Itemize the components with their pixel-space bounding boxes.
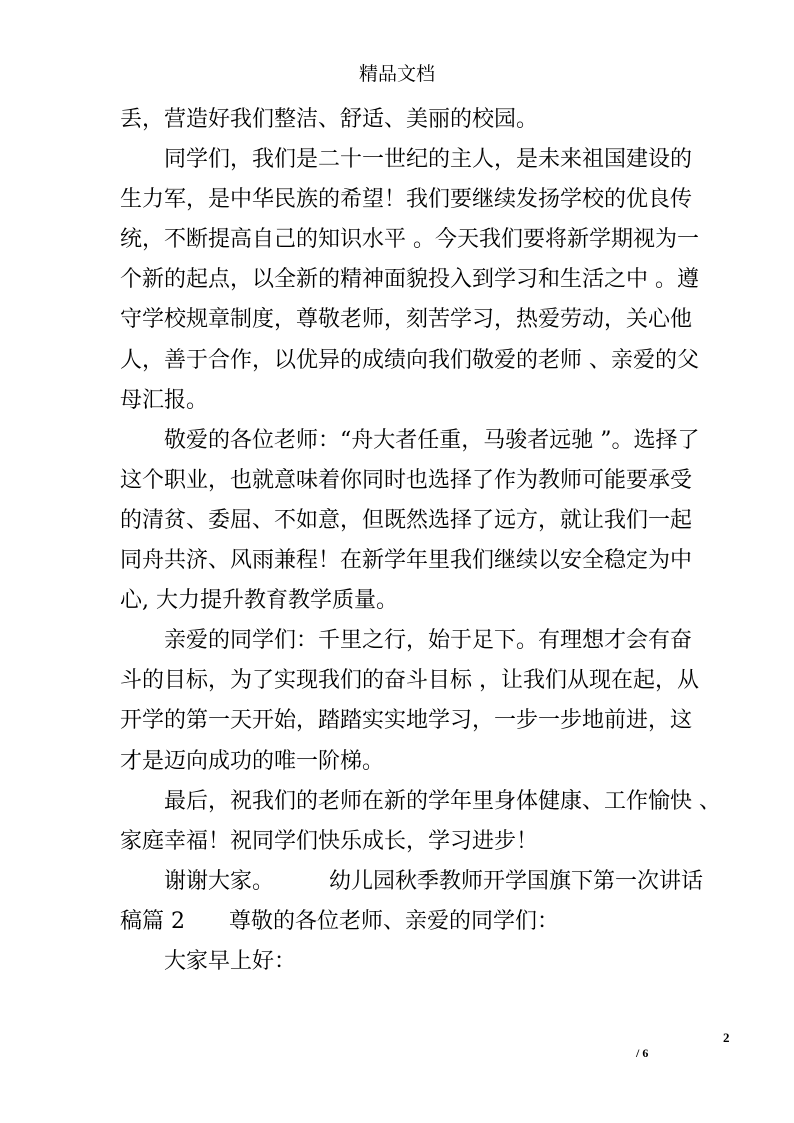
text-line: 这个职业，也就意味着你同时也选择了作为教师可能要承受 (120, 467, 693, 493)
text-line: 大家早上好： (164, 948, 297, 974)
page-header-title: 精品文档 (358, 63, 435, 85)
text-line: 敬爱的各位老师：“舟大者任重，马骏者远驰 ”。选择了 (164, 427, 700, 453)
text-line: 谢谢大家。 幼儿园秋季教师开学国旗下第一次讲话 (164, 868, 704, 894)
text-line: 生力军，是中华民族的希望！我们要继续发扬学校的优良传 (120, 187, 693, 213)
text-line: 人，善于合作，以优异的成绩向我们敬爱的老师 、亲爱的父 (120, 347, 699, 373)
text-line: 的清贫、委屈、不如意，但既然选择了远方，就让我们一起 (120, 507, 693, 533)
text-line: 斗的目标，为了实现我们的奋斗目标 ，让我们从现在起，从 (120, 668, 699, 694)
text-line: 心, 大力提升教育教学质量。 (120, 588, 398, 614)
page-number: 2 (723, 1030, 730, 1045)
text-line: 稿篇 2 尊敬的各位老师、亲爱的同学们： (120, 908, 559, 934)
text-line: 同学们，我们是二十一世纪的主人，是未来祖国建设的 (164, 147, 693, 173)
text-line: 亲爱的同学们：千里之行，始于足下。有理想才会有奋 (164, 628, 693, 654)
text-line: 守学校规章制度，尊敬老师，刻苦学习，热爱劳动，关心他 (120, 307, 693, 333)
text-line: 丢，营造好我们整洁、舒适、美丽的校园。 (120, 107, 539, 132)
text-line: 开学的第一天开始，踏踏实实地学习，一步一步地前进，这 (120, 708, 693, 734)
text-line: 统，不断提高自己的知识水平 。今天我们要将新学期视为一 (120, 227, 699, 253)
text-line: 最后，祝我们的老师在新的学年里身体健康、工作愉快 、 (164, 788, 721, 814)
text-line: 同舟共济、风雨兼程！在新学年里我们继续以安全稳定为中 (120, 548, 693, 574)
text-line: 个新的起点，以全新的精神面貌投入到学习和生活之中 。遵 (120, 267, 699, 293)
page-total: / 6 (636, 1046, 649, 1060)
text-line: 家庭幸福！祝同学们快乐成长，学习进步！ (120, 828, 539, 854)
document-body (120, 100, 721, 982)
text-line: 才是迈向成功的唯一阶梯。 (120, 748, 385, 774)
text-line: 母汇报。 (120, 387, 209, 413)
